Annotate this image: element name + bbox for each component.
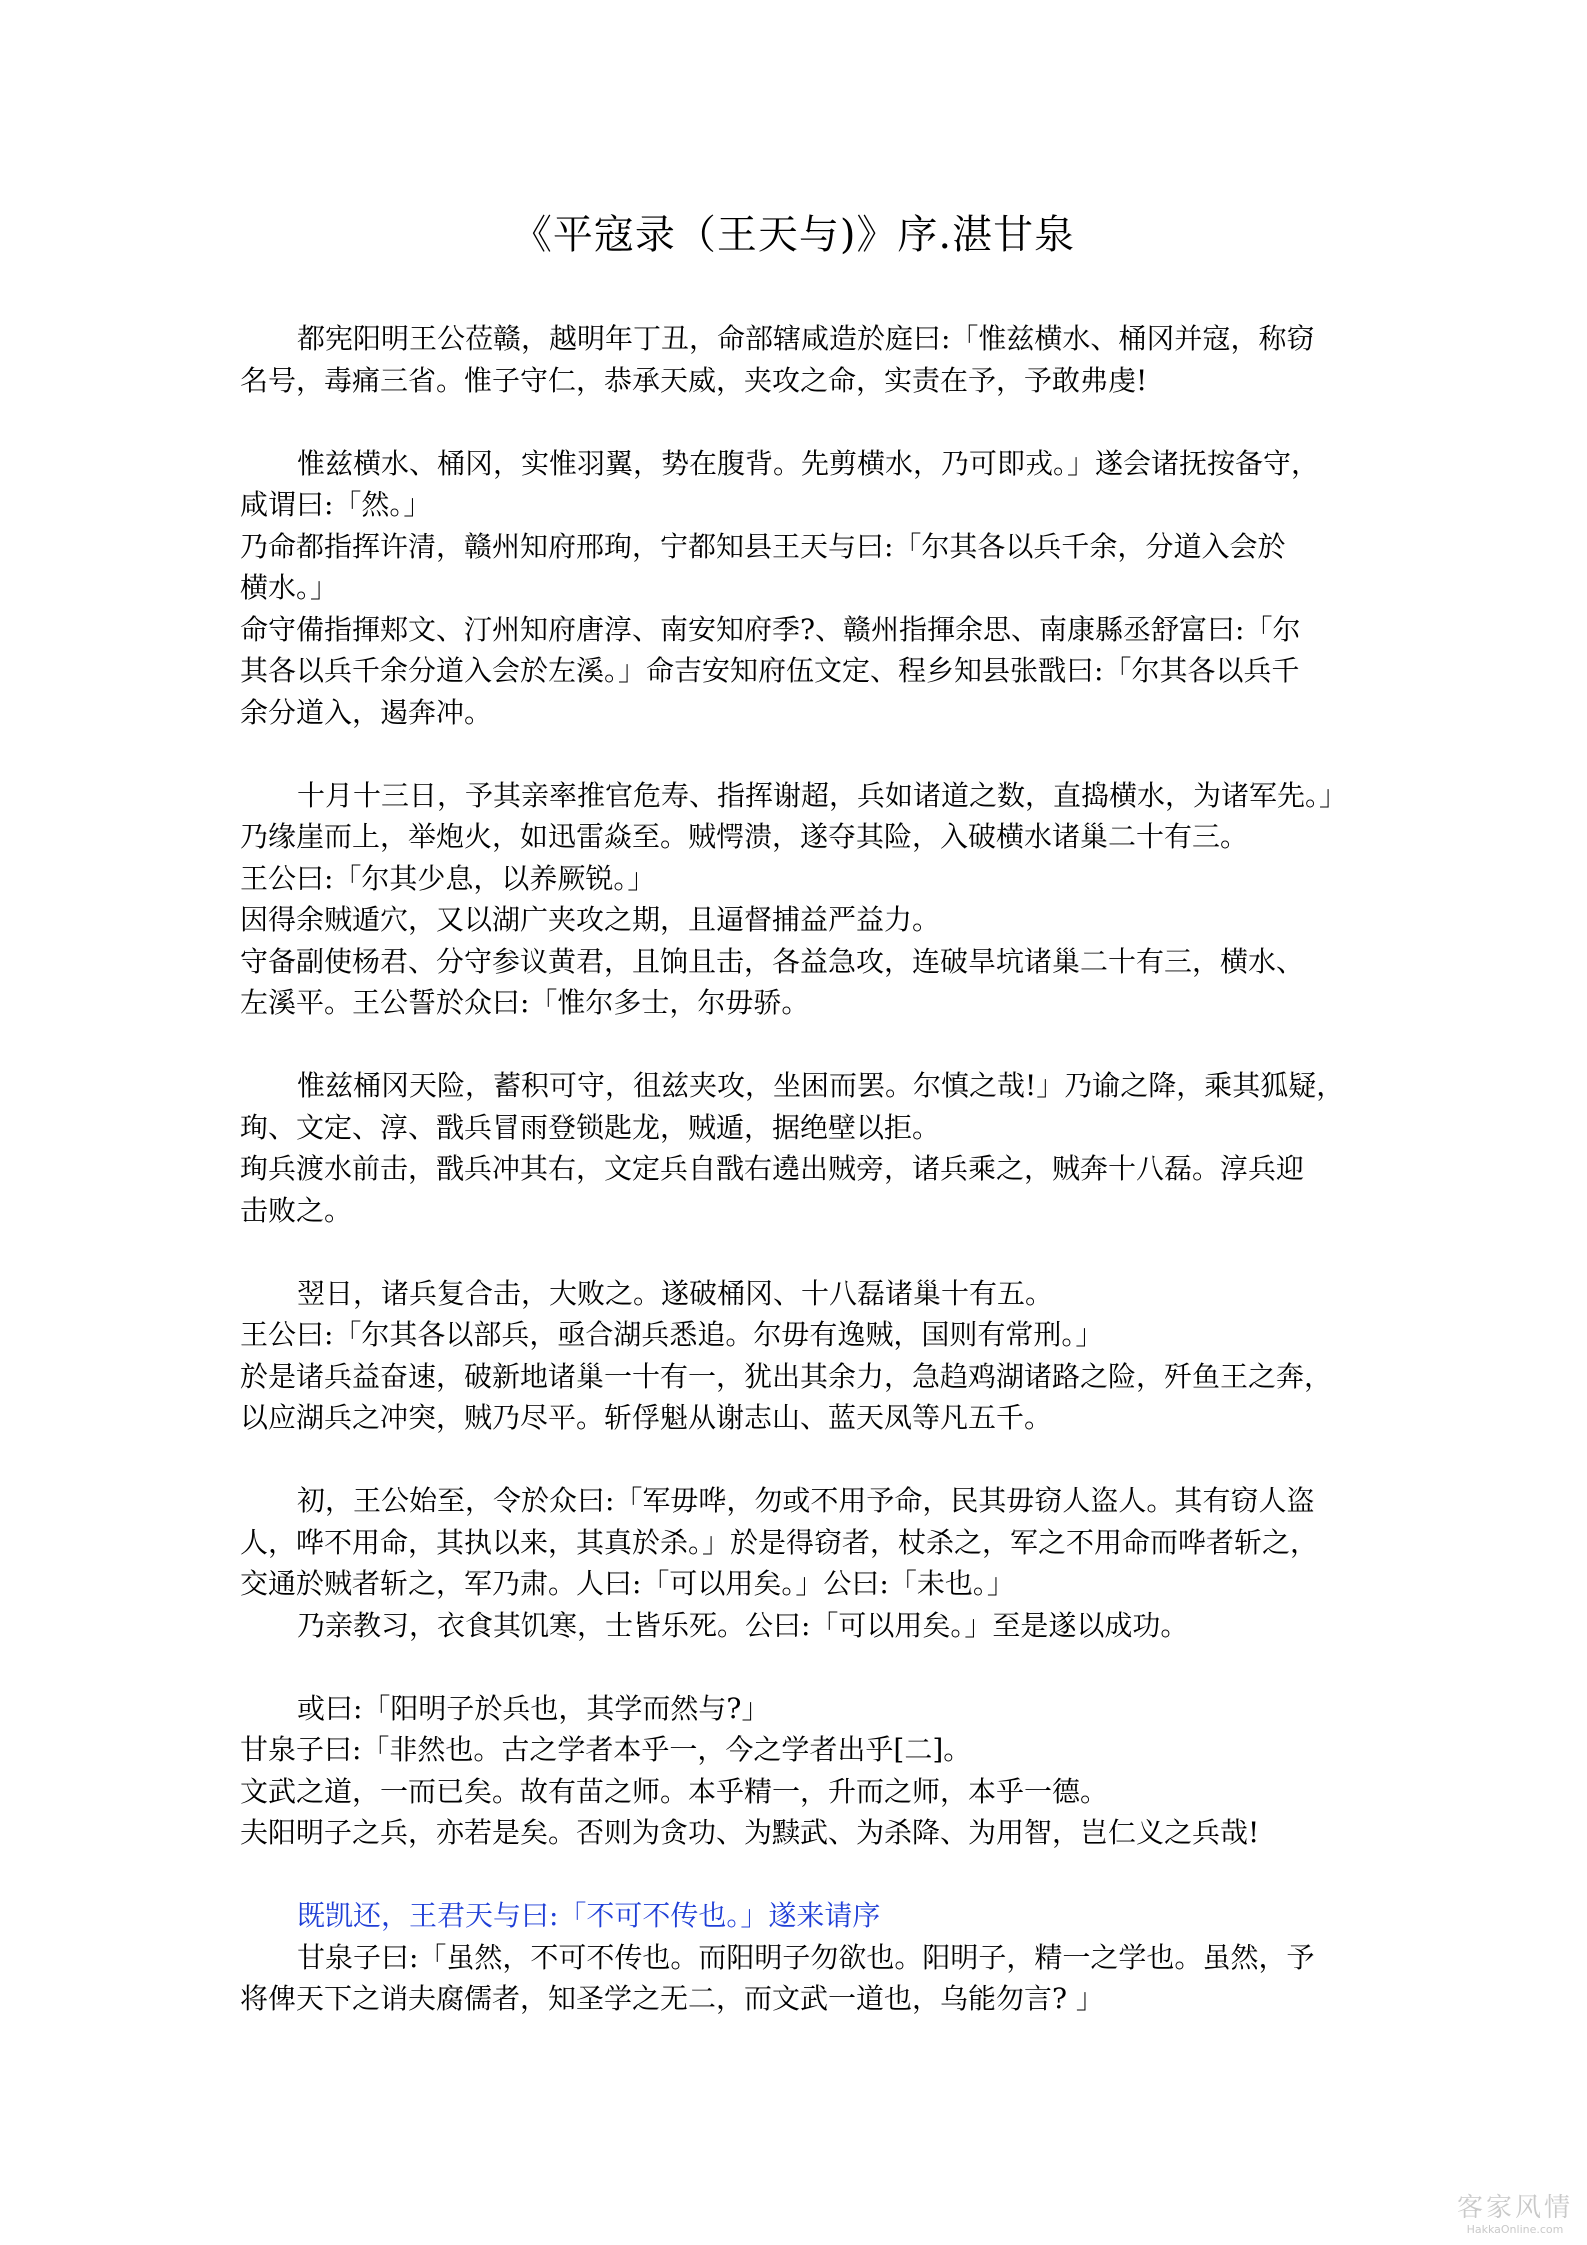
paragraph	[240, 775, 1352, 1024]
paragraph-gap	[240, 1024, 1352, 1066]
text-line: 击败之。	[240, 1193, 353, 1227]
paragraph	[240, 1065, 1352, 1231]
document-title: 《平寇录（王天与)》序.湛甘泉	[511, 212, 1076, 258]
text-line: 夫阳明子之兵，亦若是矣。否则为贪功、为黩武、为杀降、为用智，岂仁义之兵哉!	[240, 1816, 1260, 1849]
paragraph-gap	[240, 401, 1352, 443]
paragraph	[240, 443, 1352, 734]
text-line: 因得余贼遁穴，又以湖广夹攻之期，且逼督捕益严益力。	[240, 903, 941, 936]
text-line: 翌日，诸兵复合击，大败之。遂破桶冈、十八磊诸巢十有五。	[297, 1276, 1054, 1310]
text-line: 都宪阳明王公莅赣，越明年丁丑，命部辖咸造於庭曰:「惟兹横水、桶冈并寇，称窃	[297, 322, 1315, 355]
text-line: 交通於贼者斩之，军乃肃。人曰:「可以用矣。」公曰:「未也。」	[240, 1567, 1015, 1600]
text-line: 十月十三日，予其亲率推官危寿、指挥谢超，兵如诸道之数，直捣横水，为诸军先。」	[297, 778, 1348, 812]
text-line: 其各以兵千余分道入会於左溪。」命吉安知府伍文定、程乡知县张戬曰:「尔其各以兵千	[240, 654, 1300, 687]
text-line: 守备副使杨君、分守参议黄君，且饷且击，各益急攻，连破旱坑诸巢二十有三，横水、	[240, 944, 1305, 978]
paragraph	[240, 318, 1352, 401]
text-line: 乃缘崖而上，举炮火，如迅雷焱至。贼愕溃，遂夺其险，入破横水诸巢二十有三。	[240, 820, 1249, 853]
text-line: 以应湖兵之冲突，贼乃尽平。斩俘魁从谢志山、蓝天凤等凡五千。	[240, 1401, 1053, 1434]
paragraph	[240, 1688, 1352, 1854]
watermark-logo-text: 客家风情	[1456, 2193, 1573, 2223]
text-line: 王公曰:「尔其各以部兵，亟合湖兵悉追。尔毋有逸贼，国则有常刑。」	[240, 1318, 1104, 1351]
text-line: 王公曰:「尔其少息，以养厥锐。」	[240, 861, 656, 895]
text-line: 名号，毒痛三省。惟子守仁，恭承天威，夹攻之命，实责在予，予敢弗虔!	[240, 363, 1148, 397]
text-line: 甘泉子曰:「非然也。古之学者本乎一，今之学者出乎[二]。	[240, 1733, 972, 1766]
text-line: 初，王公始至，令於众曰:「军毋哗，勿或不用予命，民其毋窃人盗人。其有窃人盗	[297, 1484, 1315, 1517]
text-line: 甘泉子曰:「虽然，不可不传也。而阳明子勿欲也。阳明子，精一之学也。虽然，予	[297, 1940, 1315, 1974]
text-line: 命守備指揮郏文、汀州知府唐淳、南安知府季?、赣州指揮余思、南康縣丞舒富曰:「尔	[240, 612, 1301, 646]
paragraph	[240, 1895, 1352, 2020]
text-line: 或曰:「阳明子於兵也，其学而然与?」	[297, 1691, 770, 1725]
paragraph-gap	[240, 1646, 1352, 1688]
document-body	[240, 318, 1352, 2020]
text-line: 於是诸兵益奋速，破新地诸巢一十有一，犹出其余力，急趋鸡湖诸路之险，歼鱼王之奔，	[240, 1359, 1333, 1393]
text-line: 珣兵渡水前击，戬兵冲其右，文定兵自戬右遶出贼旁，诸兵乘之，贼奔十八磊。淳兵迎	[240, 1152, 1305, 1185]
site-watermark	[1457, 2193, 1573, 2237]
text-line: 文武之道，一而已矣。故有苗之师。本乎精一，升而之师，本乎一德。	[240, 1774, 1109, 1808]
paragraph	[240, 1273, 1352, 1439]
text-line: 惟兹桶冈天险，蓄积可守，徂兹夹攻，坐困而罢。尔慎之哉!」乃谕之降，乘其狐疑，	[297, 1069, 1345, 1102]
paragraph-gap	[240, 1439, 1352, 1481]
text-line: 将俾天下之诮夫腐儒者，知圣学之无二，而文武一道也，乌能勿言? 」	[240, 1982, 1104, 2015]
text-line: 乃命都指挥许清，赣州知府邢珣，宁都知县王天与曰:「尔其各以兵千余，分道入会於	[240, 529, 1286, 563]
watermark-url: HakkaOnline.com	[1466, 2223, 1564, 2236]
paragraph	[240, 1480, 1352, 1646]
text-line: 人，哗不用命，其执以来，其真於杀。」於是得窃者，杖杀之，军之不用命而哗者斩之，	[240, 1525, 1319, 1559]
text-line: 既凯还，王君天与曰:「不可不传也。」遂来请序	[297, 1899, 881, 1932]
paragraph-gap	[240, 733, 1352, 775]
paragraph-gap	[240, 1231, 1352, 1273]
text-line: 横水。」	[240, 571, 339, 604]
text-line: 乃亲教习，衣食其饥寒，士皆乐死。公曰:「可以用矣。」至是遂以成功。	[297, 1608, 1189, 1642]
text-line: 左溪平。王公誓於众曰:「惟尔多士，尔毋骄。	[240, 986, 810, 1019]
paragraph-gap	[240, 1854, 1352, 1896]
text-line: 惟兹横水、桶冈，实惟羽翼，势在腹背。先剪横水，乃可即戎。」遂会诸抚按备守，	[297, 446, 1320, 480]
text-line: 珣、文定、淳、戬兵冒雨登锁匙龙，贼遁，据绝壁以拒。	[240, 1110, 941, 1144]
text-line: 余分道入，遏奔冲。	[240, 695, 493, 729]
text-line: 咸谓曰:「然。」	[240, 488, 432, 521]
